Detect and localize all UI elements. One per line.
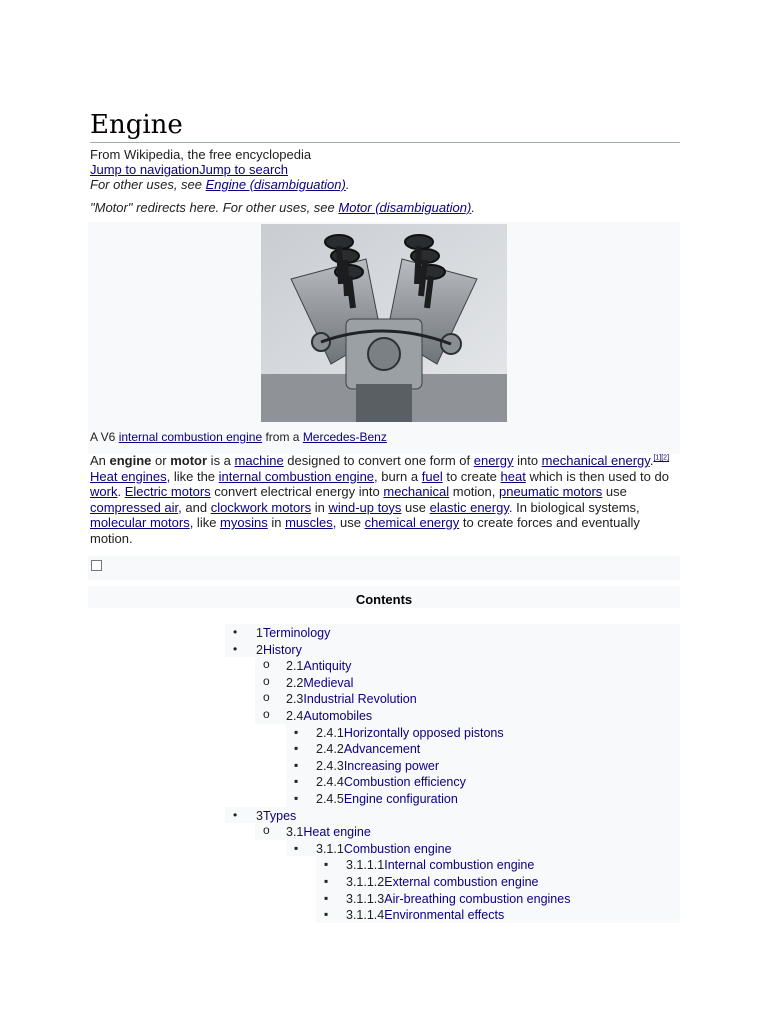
text: designed to convert one form of [283,453,474,468]
caption-mercedes-link[interactable]: Mercedes-Benz [302,430,387,444]
toc-bullet: • [233,641,238,656]
toc-number: 1 [256,626,263,640]
link-pneumatic-motors[interactable]: pneumatic motors [498,484,603,500]
link-heat-engines[interactable]: Heat engines [90,468,167,484]
link-myosins[interactable]: myosins [220,515,268,531]
toc-number: 2.4.3 [316,758,344,773]
toc-number: 3.1.1.2 [346,875,385,889]
link-molecular-motors[interactable]: molecular motors [90,515,190,531]
toc-label: Environmental effects [384,908,505,923]
toc-item[interactable] [286,708,372,724]
toc-toggle-checkbox[interactable] [91,560,102,571]
toc-item[interactable] [316,791,458,807]
text: , like the [166,468,219,484]
hatnote-text: For other uses, see [90,177,206,192]
toc-number: 2.3 [286,692,304,707]
link-machine[interactable]: machine [234,453,284,468]
toc-bullet: o [263,673,270,688]
toc-title: Contents [355,592,413,607]
toc-label: Advancement [343,742,421,757]
motor-disambiguation-link[interactable]: Motor (disambiguation) [338,200,472,215]
jump-to-search-link[interactable]: Jump to search [199,162,288,177]
toc-number: 2.1 [286,659,304,674]
text: , and [178,499,211,515]
link-compressed-air[interactable]: compressed air [90,499,179,515]
link-chemical-energy[interactable]: chemical energy [364,515,460,531]
toc-bullet: ▪ [324,874,329,888]
hatnote-motor [90,200,475,216]
toc-number: 2.4.1 [316,725,344,740]
toc-item[interactable] [286,675,353,691]
text: which is then used to do [525,468,669,484]
site-tagline: From Wikipedia, the free encyclopedia [90,147,312,162]
toc-label: Antiquity [303,659,352,674]
toc-label: Medieval [303,675,354,690]
figure-caption [90,429,387,445]
toc-label: Combustion engine [343,841,452,856]
text: . [649,453,654,468]
link-fuel[interactable]: fuel [421,468,443,484]
toc-label: Types [262,808,297,823]
link-electric-motors[interactable]: Electric motors [124,484,211,500]
toc-item[interactable] [256,625,330,641]
toc-item[interactable] [256,642,302,658]
bold-term-motor: motor [170,453,208,468]
toc-label: Engine configuration [343,792,458,806]
link-mechanical[interactable]: mechanical [383,484,450,500]
toc-bullet: ▪ [294,757,299,772]
toc-item[interactable] [316,758,439,774]
toc-bullet: o [263,707,270,721]
intro-paragraph [90,453,680,547]
title-divider [90,142,680,143]
toc-bullet: ▪ [324,890,329,905]
toc-number: 3.1.1.1 [346,858,385,873]
text: in [311,499,329,515]
link-elastic-energy[interactable]: elastic energy [429,499,509,515]
toc-bullet: o [263,657,270,672]
toc-bullet: o [263,823,270,838]
toc-toggle-row [88,556,680,580]
link-heat[interactable]: heat [500,468,526,484]
toc-label: Industrial Revolution [303,692,417,707]
text: use [602,484,627,500]
toc-label: History [262,642,302,657]
toc-label: Heat engine [303,825,371,840]
toc-number: 2.4.2 [316,742,344,757]
bold-term-engine: engine [109,453,152,468]
text: in [267,515,286,531]
v6-engine-photo[interactable] [261,224,507,422]
caption-text: A V6 [90,430,119,444]
hatnote-punct: . [471,200,475,215]
text: into [513,453,542,468]
caption-ice-link[interactable]: internal combustion engine [118,430,263,444]
toc-bullet: • [233,625,238,639]
link-internal-combustion-engine[interactable]: internal combustion engine [218,468,375,484]
citation-link[interactable]: [1][2] [653,454,670,462]
text: to create forces and eventually motion. [90,515,640,546]
text: , burn a [374,468,422,484]
toc-item[interactable] [316,774,466,790]
text: to create [442,468,501,484]
toc-number: 2.4.5 [316,792,344,806]
link-work[interactable]: work [90,484,118,500]
text: convert electrical energy into [210,484,384,500]
engine-disambiguation-link[interactable]: Engine (disambiguation) [205,177,346,192]
toc-label: Air-breathing combustion engines [384,891,571,906]
text: An [90,453,110,468]
link-mechanical-energy[interactable]: mechanical energy [541,453,650,468]
text: is a [207,453,235,468]
toc-bullet: ▪ [294,741,299,756]
toc-number: 2 [256,642,263,657]
text: use [401,499,430,515]
text: . [117,484,125,500]
text: . In biological systems, [508,499,640,515]
hatnote-engine [90,177,349,193]
caption-text: from a [262,430,303,444]
toc-bullet: o [263,690,270,705]
jump-links [90,162,288,178]
toc-item[interactable] [316,741,420,757]
toc-bullet: ▪ [294,840,299,855]
toc-item[interactable] [316,841,452,857]
toc-label: Terminology [262,626,331,640]
toc-bullet: • [233,807,238,822]
toc-item[interactable] [316,725,504,741]
toc-number: 3.1.1.3 [346,891,385,906]
toc-item[interactable] [346,891,570,907]
toc-bullet: ▪ [294,724,299,739]
toc-item[interactable] [286,658,351,674]
link-energy[interactable]: energy [473,453,514,468]
toc-item[interactable] [256,808,296,824]
toc-item[interactable] [346,857,534,873]
hatnote-punct: . [345,177,350,192]
toc-label: Increasing power [343,758,440,773]
toc-bullet: ▪ [324,907,329,922]
text: , use [332,515,365,531]
toc-label: External combustion engine [384,875,539,889]
text: motion, [449,484,499,500]
toc-number: 2.4.4 [316,775,344,790]
toc-number: 3.1 [286,825,304,840]
toc-item[interactable] [346,874,539,890]
page-title: Engine [90,110,183,140]
toc-bullet: ▪ [294,791,299,805]
toc-number: 2.4 [286,709,304,723]
text: or [151,453,171,468]
toc-bullet: ▪ [324,857,329,872]
hatnote-text: "Motor" redirects here. For other uses, see [90,200,339,215]
toc-item[interactable] [286,824,371,840]
link-wind-up-toys[interactable]: wind-up toys [328,499,402,515]
toc-number: 3.1.1 [316,841,344,856]
toc-label: Internal combustion engine [384,858,535,873]
text: , like [189,515,221,531]
link-clockwork-motors[interactable]: clockwork motors [210,499,312,515]
toc-number: 3 [256,808,263,823]
link-muscles[interactable]: muscles [285,515,333,531]
toc-number: 3.1.1.4 [346,908,385,923]
jump-to-navigation-link[interactable]: Jump to navigation [90,162,200,177]
toc-bullet: ▪ [294,774,299,789]
toc-label: Horizontally opposed pistons [343,725,504,740]
toc-label: Combustion efficiency [343,775,466,790]
toc-label: Automobiles [303,709,373,723]
toc-number: 2.2 [286,675,304,690]
toc-item[interactable] [346,907,504,923]
toc-item[interactable] [286,691,417,707]
